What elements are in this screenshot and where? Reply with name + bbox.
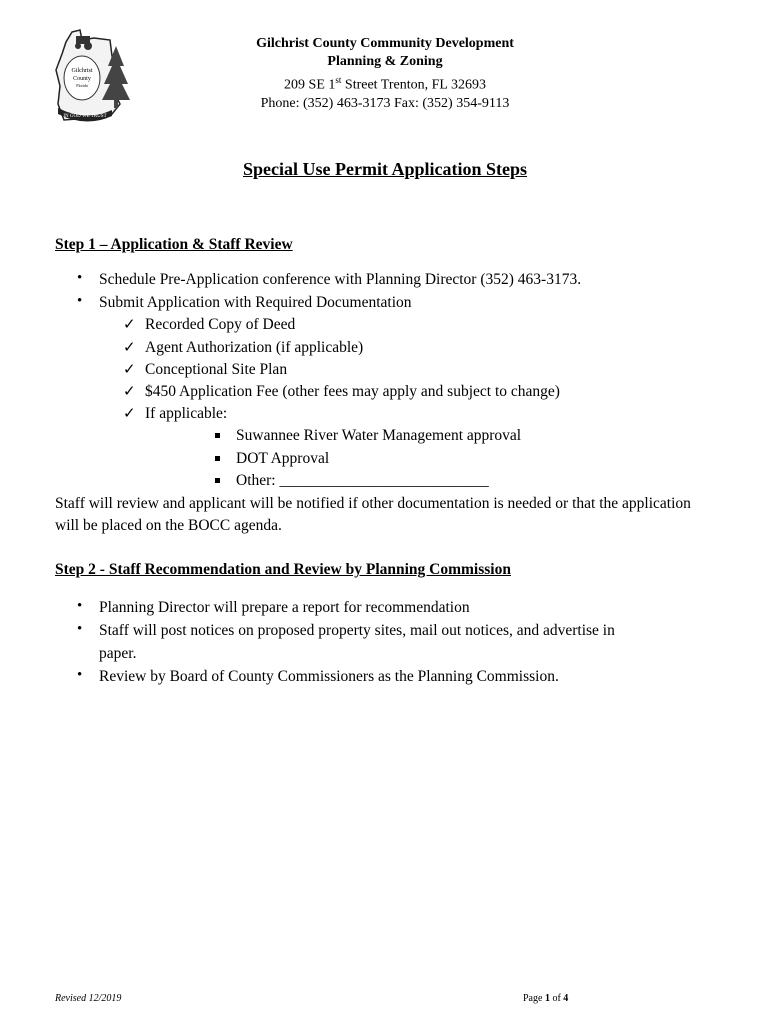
page-number xyxy=(523,993,568,1004)
phone-fax: Phone: (352) 463-3173 Fax: (352) 354-9113 xyxy=(260,95,510,111)
step1-bullet-1: Schedule Pre-Application conference with Planning Director (352) 463-3173. xyxy=(99,271,582,288)
letterhead xyxy=(200,35,570,113)
sub-item-water-management: Suwannee River Water Management approval xyxy=(236,427,522,444)
org-name: Gilchrist County Community Development xyxy=(256,36,514,51)
step2-bullet-3: Review by Board of County Commissioners as the Planning Commission. xyxy=(99,668,559,685)
step1-bullet-2: Submit Application with Required Documentation xyxy=(99,294,412,311)
checkmark-icon: ✓ xyxy=(123,317,136,333)
page-of: of xyxy=(549,993,564,1004)
check-item-deed: Recorded Copy of Deed xyxy=(145,316,296,333)
check-item-agent: Agent Authorization (if applicable) xyxy=(145,339,364,356)
sub-item-dot: DOT Approval xyxy=(236,450,330,467)
logo-motto: IN GOD WE TRUST xyxy=(63,114,107,119)
bullet-icon: • xyxy=(77,270,83,286)
document-title: Special Use Permit Application Steps xyxy=(243,159,527,179)
department-name: Planning & Zoning xyxy=(327,54,443,69)
square-bullet-icon xyxy=(215,478,220,483)
step2-bullet-2: Staff will post notices on proposed property sites, mail out notices, and advertise in xyxy=(99,622,615,639)
square-bullet-icon xyxy=(215,433,220,438)
checkmark-icon: ✓ xyxy=(123,384,136,400)
bullet-icon: • xyxy=(77,667,83,683)
check-item-fee: $450 Application Fee (other fees may apply and subject to change) xyxy=(145,383,560,400)
step2-bullet-1: Planning Director will prepare a report for recommendation xyxy=(99,599,470,616)
step1-paragraph: Staff will review and applicant will be notified if other documentation is needed or that the application will be placed on the BOCC agenda. xyxy=(55,495,691,534)
address-street: Street Trenton, FL 32693 xyxy=(341,77,486,93)
checkmark-icon: ✓ xyxy=(123,406,136,422)
sub-item-other: Other: ___________________________ xyxy=(236,472,489,489)
current-page: 1 xyxy=(544,993,550,1004)
step1-heading: Step 1 – Application & Staff Review xyxy=(55,236,293,253)
bullet-icon: • xyxy=(77,598,83,614)
logo-county: County xyxy=(73,76,91,82)
revision-date: Revised 12/2019 xyxy=(55,993,122,1004)
check-item-if-applicable: If applicable: xyxy=(145,405,228,422)
logo-state: Florida xyxy=(76,83,88,88)
address xyxy=(200,71,570,95)
check-item-site-plan: Conceptional Site Plan xyxy=(145,361,288,378)
bullet-icon: • xyxy=(77,621,83,637)
bullet-icon: • xyxy=(77,293,83,309)
total-pages: 4 xyxy=(563,993,569,1004)
page-label: Page xyxy=(523,993,545,1004)
step2-bullet-2-continued: paper. xyxy=(99,645,137,662)
step2-heading: Step 2 - Staff Recommendation and Review by Planning Commission xyxy=(55,561,511,578)
checkmark-icon: ✓ xyxy=(123,340,136,356)
logo-name: Gilchrist xyxy=(71,68,93,74)
county-seal-logo xyxy=(50,26,134,122)
address-ordinal: st xyxy=(335,75,342,85)
square-bullet-icon xyxy=(215,456,220,461)
address-number: 209 SE 1 xyxy=(284,77,336,93)
checkmark-icon: ✓ xyxy=(123,362,136,378)
